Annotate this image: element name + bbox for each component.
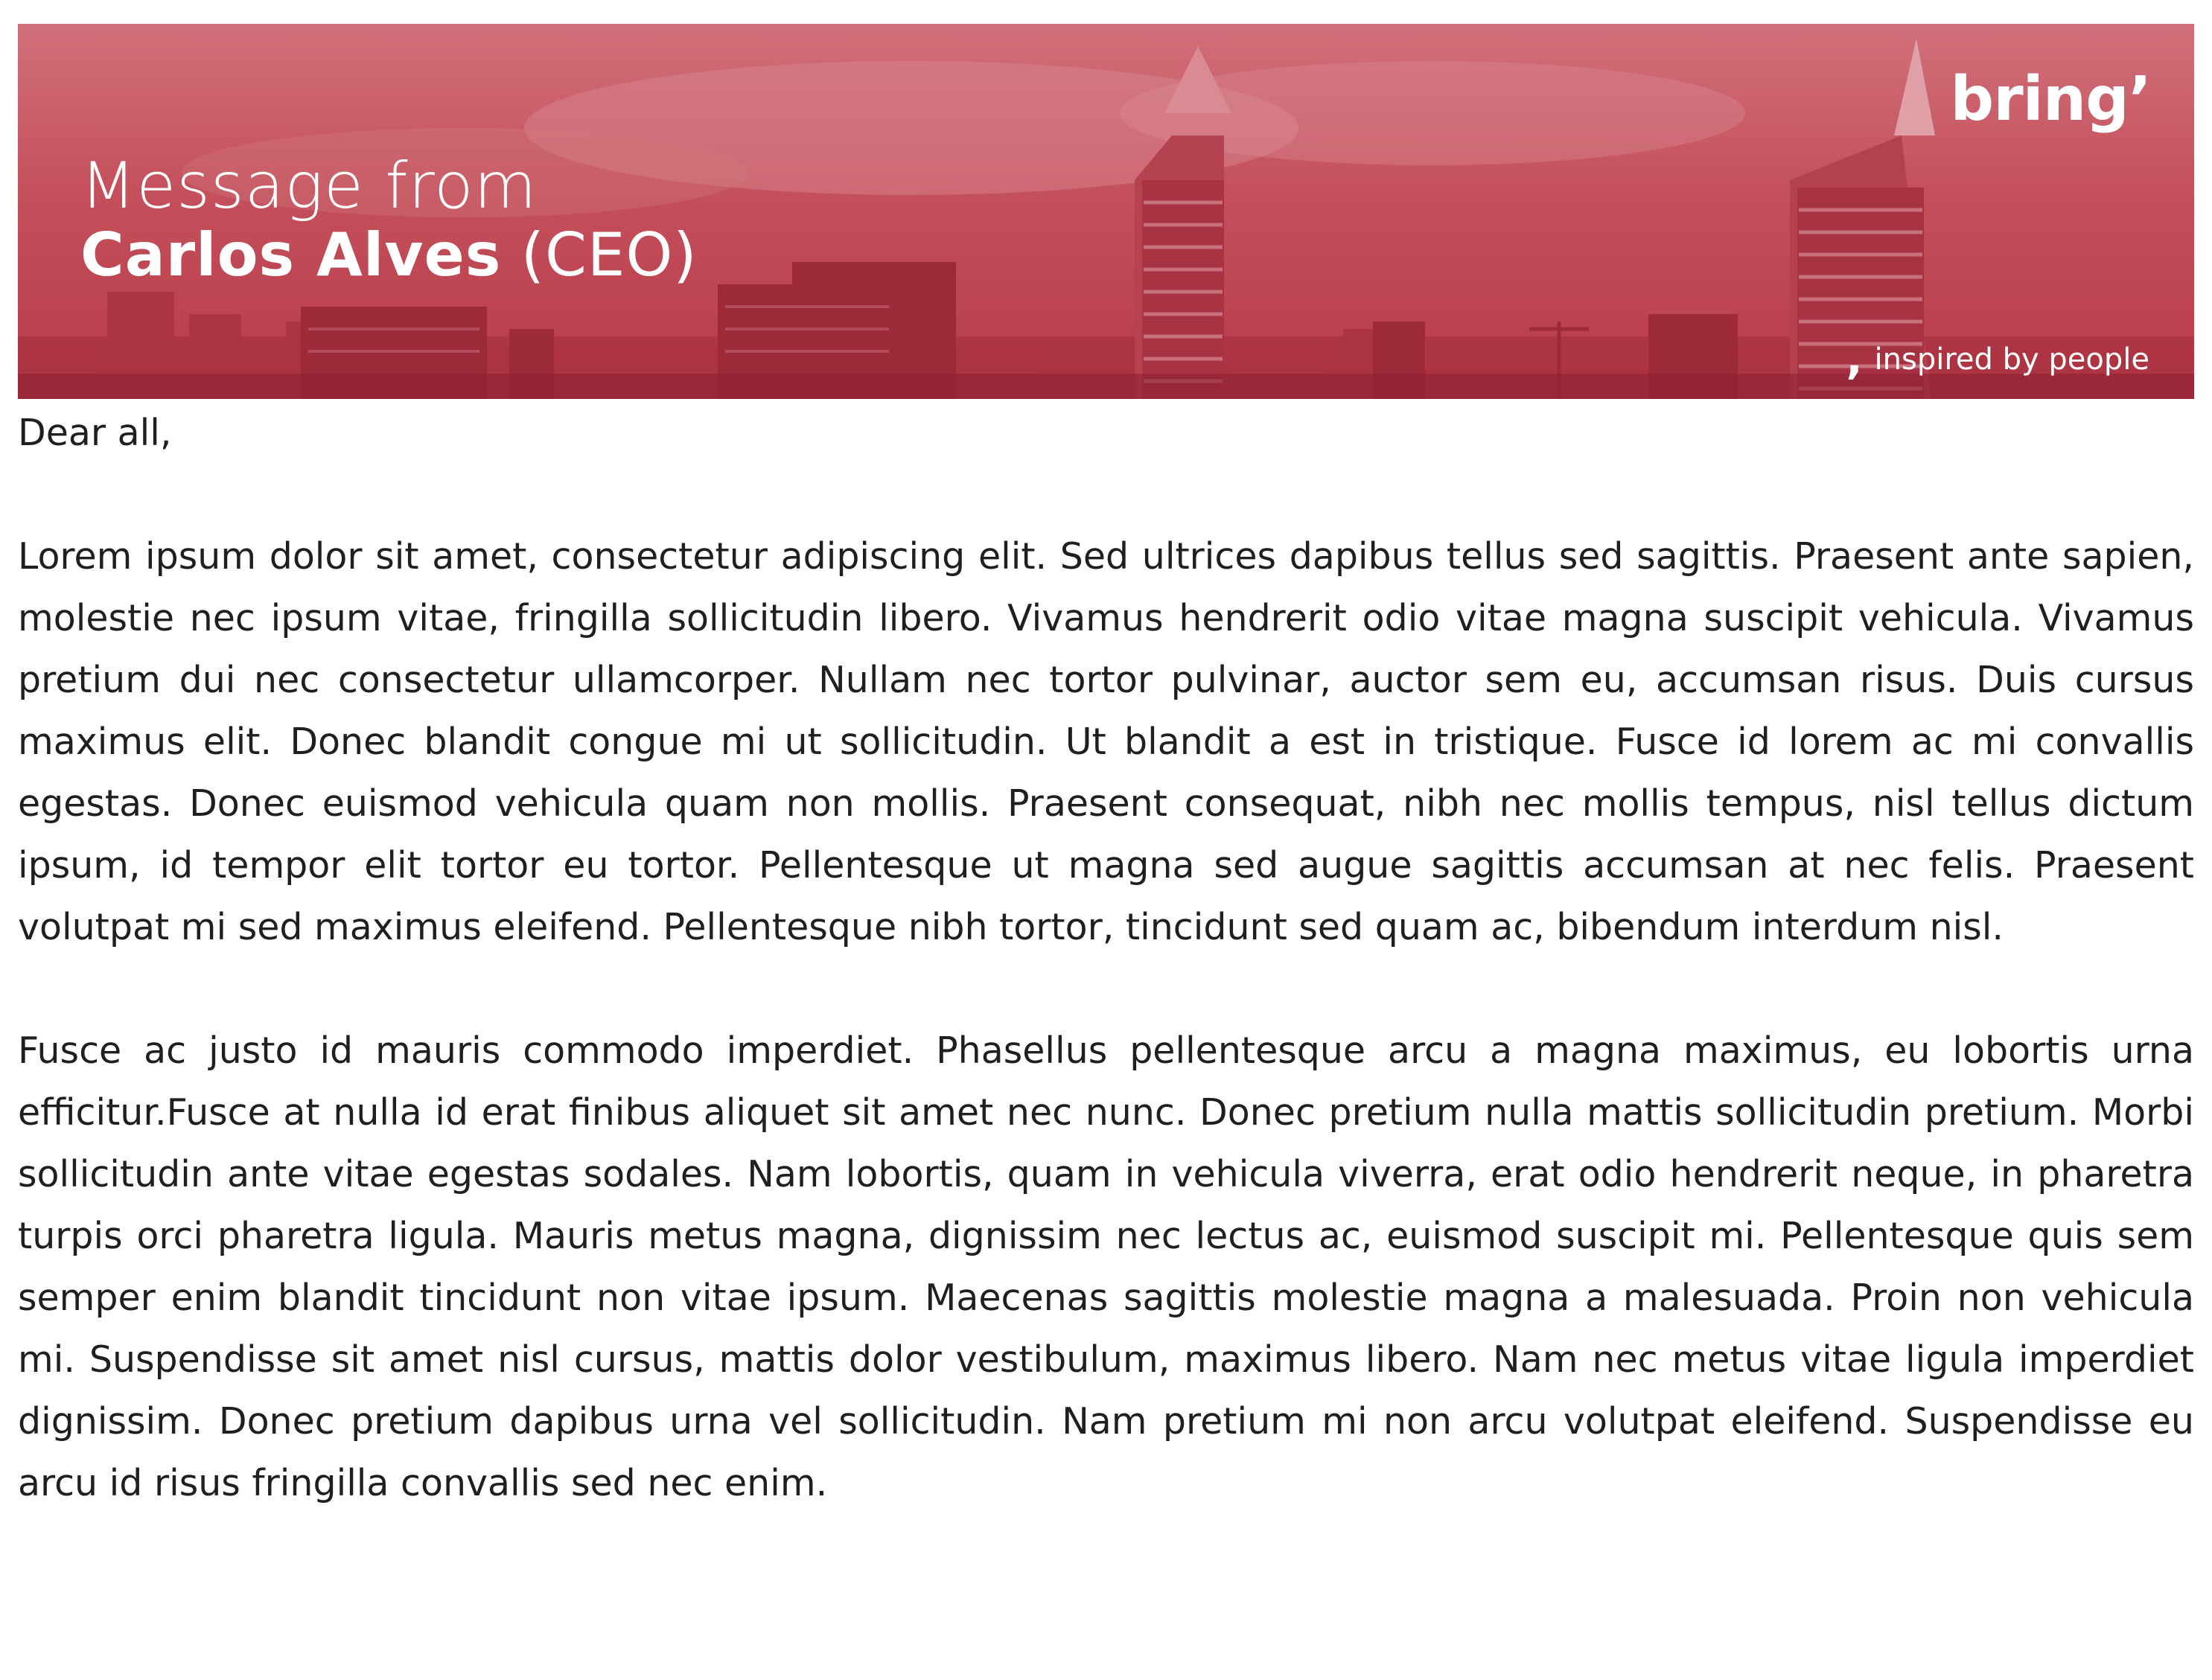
paragraph-1: Lorem ipsum dolor sit amet, consectetur adipiscing elit. Sed ultrices dapibus tellus sed sagittis. Praesent ante sapien, molestie nec ipsum vitae, fringilla sollicitudin libero. Vivamus hendrerit odio vitae magna suscipit vehicula. Vivamus pretium dui nec consectetur ullamcorper. Nullam nec tortor pulvinar, auctor sem eu, accumsan risus. Duis cursus maximus elit. Donec blandit congue mi ut sollicitudin. Ut blandit a est in tristique. Fusce id lorem ac mi convallis egestas. Donec euismod vehicula quam non mollis. Praesent consequat, nibh nec mollis tempus, nisl tellus dictum ipsum, id tempor elit tortor eu tortor. Pellentesque ut magna sed augue sagittis accumsan at nec felis. Praesent volutpat mi sed maximus eleifend. Pellentesque nibh tortor, tincidunt sed quam ac, bibendum interdum nisl.	[18, 535, 2194, 948]
tagline-text: inspired by people	[1874, 342, 2149, 377]
letter-body	[18, 402, 2194, 1576]
bring-logo	[1951, 64, 2151, 135]
banner-title-line2	[80, 222, 698, 289]
logo-text: bring	[1950, 64, 2129, 135]
greeting: Dear all,	[18, 412, 172, 454]
banner-title-line1: Message from	[80, 149, 538, 223]
ceo-name: Carlos Alves	[80, 220, 502, 290]
tagline	[1846, 329, 2150, 384]
header-banner	[18, 24, 2194, 399]
ceo-role: (CEO)	[520, 220, 698, 290]
banner-title	[80, 150, 698, 289]
logo-apostrophe: ’	[2128, 64, 2151, 135]
paragraph-2: Fusce ac justo id mauris commodo imperdiet. Phasellus pellentesque arcu a magna maximus, eu lobortis urna efficitur.Fusce at nulla id erat finibus aliquet sit amet nec nunc. Donec pretium nulla mattis sollicitudin pretium. Morbi sollicitudin ante vitae egestas sodales. Nam lobortis, quam in vehicula viverra, erat odio hendrerit neque, in pharetra turpis orci pharetra ligula. Mauris metus magna, dignissim nec lectus ac, euismod suscipit mi. Pellentesque quis sem semper enim blandit tincidunt non vitae ipsum. Maecenas sagittis molestie magna a malesuada. Proin non vehicula mi. Suspendisse sit amet nisl cursus, mattis dolor vestibulum, maximus libero. Nam nec metus vitae ligula imperdiet dignissim. Donec pretium dapibus urna vel sollicitudin. Nam pretium mi non arcu volutpat eleifend. Suspendisse eu arcu id risus fringilla convallis sed nec enim.	[18, 1029, 2194, 1504]
tagline-mark: ,	[1846, 333, 1863, 384]
